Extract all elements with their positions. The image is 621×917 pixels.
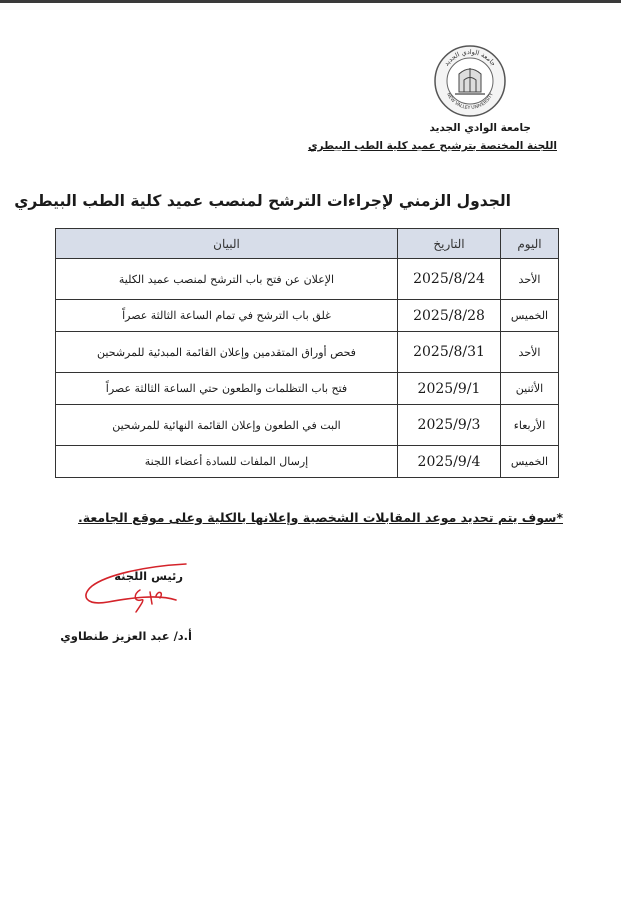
logo-top-text: جامعة الوادي الجديد <box>442 47 498 68</box>
row-day: الخميس <box>501 446 559 478</box>
document-title: الجدول الزمني لإجراءات الترشح لمنصب عميد كلية الطب البيطري <box>14 192 511 210</box>
schedule-table <box>55 228 559 478</box>
row-date: 2025/9/1 <box>398 373 501 405</box>
university-logo-seal <box>433 44 507 118</box>
row-day: الأحد <box>501 332 559 373</box>
table-row <box>56 259 559 300</box>
table-row <box>56 373 559 405</box>
row-date: 2025/8/24 <box>398 259 501 300</box>
row-date: 2025/8/31 <box>398 332 501 373</box>
row-day: الخميس <box>501 300 559 332</box>
table-row <box>56 446 559 478</box>
handwritten-signature <box>78 560 190 618</box>
row-day: الأربعاء <box>501 405 559 446</box>
row-statement: البت في الطعون وإعلان القائمة النهائية للمرشحين <box>56 405 398 446</box>
row-day: الأحد <box>501 259 559 300</box>
row-statement: فتح باب التظلمات والطعون حتي الساعة الثالثة عصراً <box>56 373 398 405</box>
row-date: 2025/9/4 <box>398 446 501 478</box>
table-row <box>56 300 559 332</box>
header-date: التاريخ <box>398 229 501 259</box>
signer-name: أ.د/ عبد العزيز طنطاوي <box>60 629 192 643</box>
logo-bottom-text: NEW VALLEY UNIVERSITY <box>445 92 495 112</box>
signature-title: رئيس اللجنة <box>114 569 183 583</box>
header-statement: البيان <box>56 229 398 259</box>
committee-name: اللجنة المختصة بترشيح عميد كلية الطب البيطري <box>307 140 557 152</box>
row-statement: فحص أوراق المتقدمين وإعلان القائمة المبدئية للمرشحين <box>56 332 398 373</box>
table-row <box>56 405 559 446</box>
row-statement: الإعلان عن فتح باب الترشح لمنصب عميد الكلية <box>56 259 398 300</box>
row-statement: غلق باب الترشح في تمام الساعة الثالثة عصراً <box>56 300 398 332</box>
table-row <box>56 332 559 373</box>
interview-note: *سوف يتم تحديد موعد المقابلات الشخصية وإعلانها بالكلية وعلى موقع الجامعة. <box>78 510 563 525</box>
university-name: جامعة الوادي الجديد <box>429 122 531 134</box>
row-day: الأثنين <box>501 373 559 405</box>
row-date: 2025/9/3 <box>398 405 501 446</box>
row-statement: إرسال الملفات للسادة أعضاء اللجنة <box>56 446 398 478</box>
page-top-border <box>0 0 621 3</box>
header-day: اليوم <box>501 229 559 259</box>
row-date: 2025/8/28 <box>398 300 501 332</box>
schedule-header-row <box>56 229 559 259</box>
